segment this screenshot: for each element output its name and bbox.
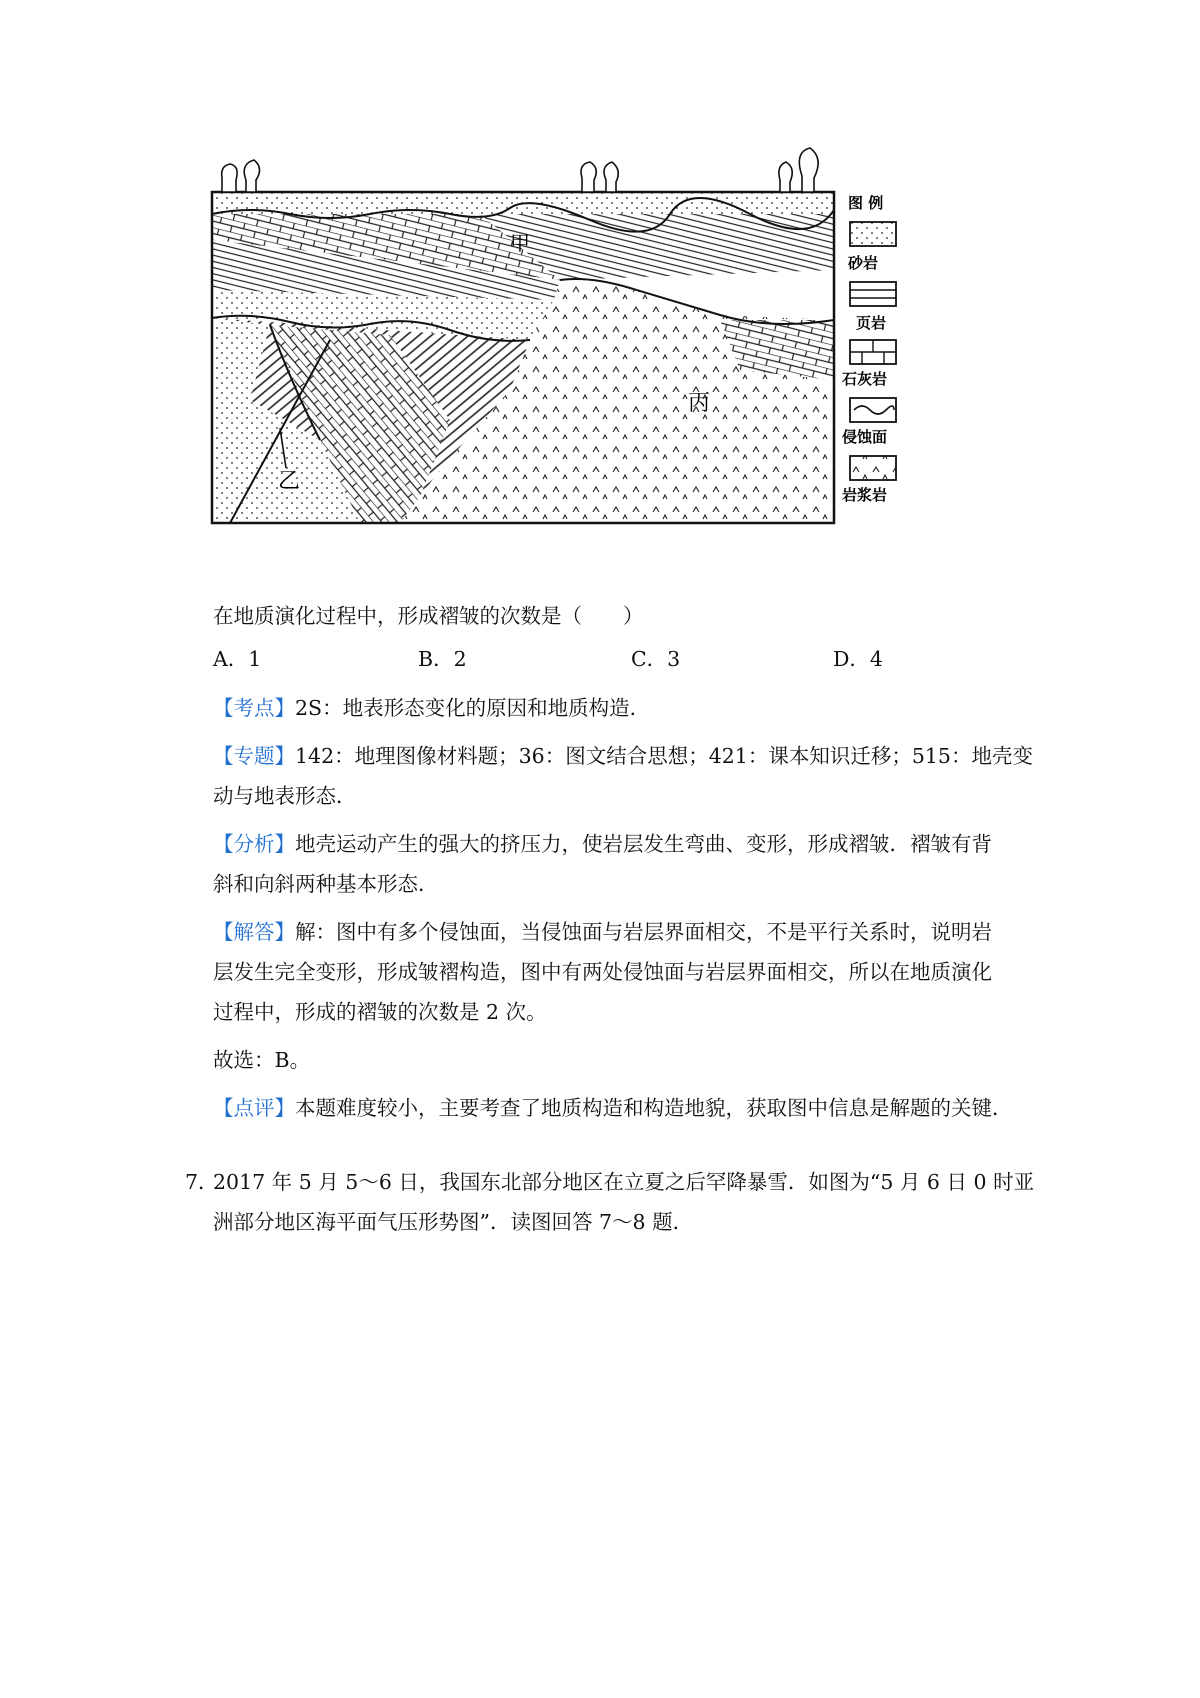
choice-b[interactable]: B．2 xyxy=(418,647,467,671)
kaodian-tag: 【考点】 xyxy=(213,696,295,720)
fenxi-text-1: 地壳运动产生的强大的挤压力，使岩层发生弯曲、变形，形成褶皱．褶皱有背 xyxy=(295,832,992,856)
tree-icons xyxy=(222,148,819,192)
q7-text-2: 洲部分地区海平面气压形势图”．读图回答 7～8 题． xyxy=(213,1210,694,1234)
label-bing: 丙 xyxy=(688,391,711,416)
dianping-line xyxy=(213,1088,1043,1128)
fenxi-text-2: 斜和向斜两种基本形态． xyxy=(213,872,439,896)
analysis-block xyxy=(213,688,1043,1128)
question-7 xyxy=(185,1162,1045,1242)
zhuanti-line-1 xyxy=(213,736,1043,776)
question-text: 在地质演化过程中，形成褶皱的次数是（ ） xyxy=(213,604,644,628)
geology-cross-section-figure xyxy=(210,140,1010,580)
fenxi-line-1 xyxy=(213,824,1043,864)
jieda-text-1: 解：图中有多个侵蚀面，当侵蚀面与岩层界面相交，不是平行关系时，说明岩 xyxy=(295,920,992,944)
label-yi: 乙 xyxy=(278,469,301,494)
legend-magma-swatch xyxy=(850,456,896,480)
jieda-text-3: 过程中，形成的褶皱的次数是 2 次。 xyxy=(213,1000,547,1024)
zhuanti-text-2: 动与地表形态． xyxy=(213,784,357,808)
kaodian-text: 2S：地表形态变化的原因和地质构造． xyxy=(295,696,651,720)
zhuanti-tag: 【专题】 xyxy=(213,744,295,768)
q7-text-1: 2017 年 5 月 5～6 日，我国东北部分地区在立夏之后罕降暴雪．如图为“5 月 6 日 0 时亚 xyxy=(213,1170,1035,1194)
jieda-line-1 xyxy=(213,912,1043,952)
q7-number: 7． xyxy=(185,1170,219,1194)
legend-sandstone-swatch xyxy=(850,222,896,246)
legend-limestone-label: 石灰岩 xyxy=(842,370,888,388)
legend-shale-label: 页岩 xyxy=(856,314,887,332)
legend-shale-swatch xyxy=(850,282,896,306)
legend-title: 图 例 xyxy=(848,194,884,212)
legend xyxy=(842,194,896,504)
cross-section-svg xyxy=(210,140,1010,580)
fenxi-tag: 【分析】 xyxy=(213,832,295,856)
choice-c[interactable]: C．3 xyxy=(631,647,681,671)
choice-a[interactable]: A．1 xyxy=(213,647,262,671)
legend-erosion-swatch xyxy=(850,398,896,422)
jieda-text-2: 层发生完全变形，形成皱褶构造，图中有两处侵蚀面与岩层界面相交，所以在地质演化 xyxy=(213,960,992,984)
choice-d[interactable]: D．4 xyxy=(833,647,883,671)
question-block xyxy=(213,596,1043,636)
dianping-text: 本题难度较小，主要考查了地质构造和构造地貌，获取图中信息是解题的关键． xyxy=(295,1096,1013,1120)
kaodian-line xyxy=(213,688,1043,728)
q7-line-1 xyxy=(185,1162,1045,1202)
zhuanti-text-1: 142：地理图像材料题；36：图文结合思想；421：课本知识迁移；515：地壳变 xyxy=(295,744,1033,768)
legend-magma-label: 岩浆岩 xyxy=(842,486,888,504)
legend-erosion-label: 侵蚀面 xyxy=(842,428,888,446)
answer-line: 故选：B。 xyxy=(213,1048,311,1072)
label-jia: 甲 xyxy=(510,231,530,255)
legend-sandstone-label: 砂岩 xyxy=(848,254,879,272)
jieda-tag: 【解答】 xyxy=(213,920,295,944)
dianping-tag: 【点评】 xyxy=(213,1096,295,1120)
